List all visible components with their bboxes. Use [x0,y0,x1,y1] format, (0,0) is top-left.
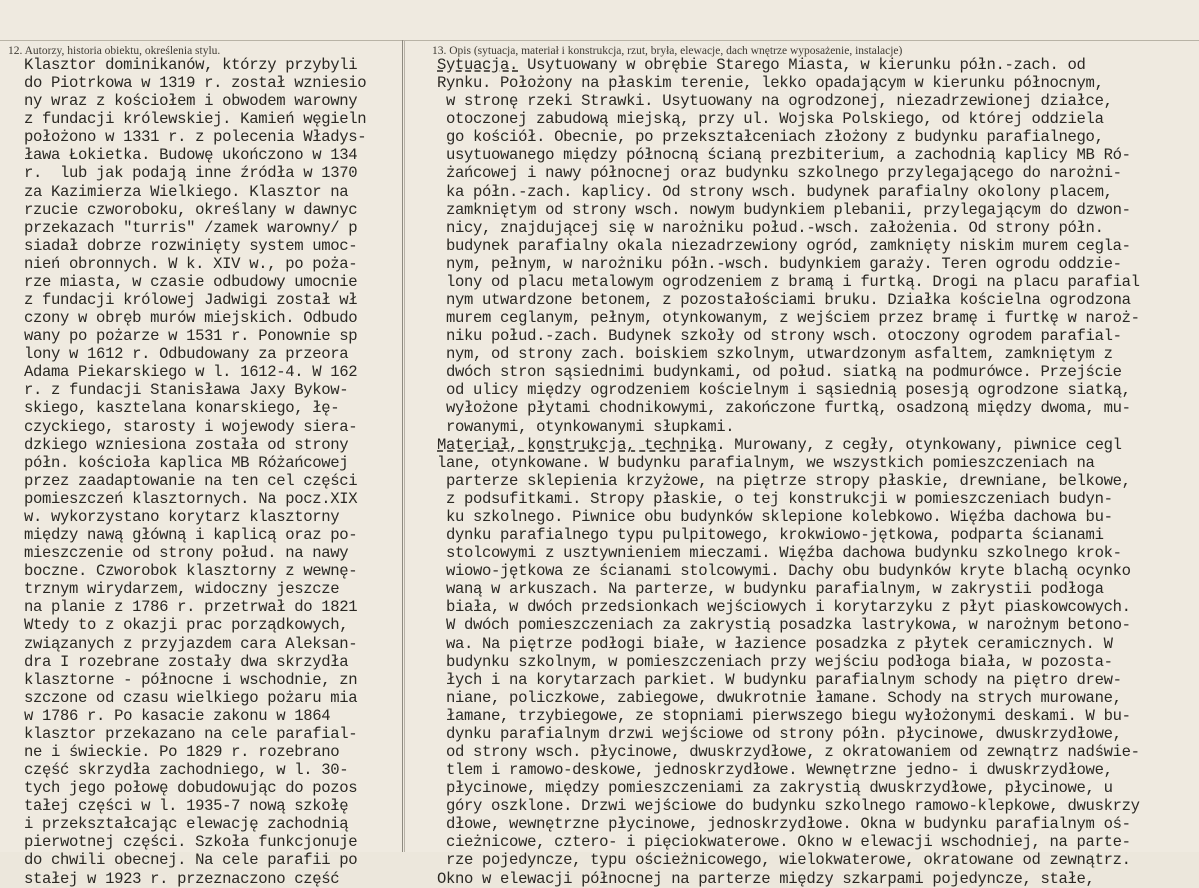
line-text: zamkniętym od strony wsch. nowym budynkiem plebanii, przylegającym do dzwon- [437,200,1131,219]
text-line [437,418,1197,436]
text-line [437,743,1197,761]
line-text: ka półn.-zach. kaplicy. Od strony wsch. budynek parafialny okolony placem, [437,182,1113,201]
text-line [437,653,1197,671]
description-text-column [437,56,1197,888]
line-text: od ulicy między ogrodzeniem kościelnym i sąsiednią posesją ogrodzone siatką, [437,381,1131,400]
text-line: czony w obręb murów miejskich. Odbudo [24,309,358,328]
text-line [437,237,1197,255]
text-line: i przekształcając elewację zachodnią [24,815,349,834]
text-line [437,201,1197,219]
text-line [437,562,1197,580]
text-line [437,273,1197,291]
text-line [437,381,1197,399]
line-text: waną w arkuszach. Na parterze, w budynku parafialnym, w zakrystii podłoga [437,580,1104,599]
text-line: nień obronnych. W k. XIV w., po poża- [24,254,358,273]
line-text: płycinowe, między pomieszczeniami za zakrystią dwuskrzydłowe, płycinowe, u [437,779,1113,798]
line-text: nym, pełnym, w narożniku półn.-wsch. budynkiem garaży. Teren ogrodu oddzie- [437,254,1122,273]
line-text: go kościół. Obecnie, po przekształceniach złożony z budynku parafialnego, [437,128,1104,147]
line-text: Okno w elewacji północnej na parterze między szkarpami pojedyncze, stałe, [437,869,1095,888]
line-text: góry oszklone. Drzwi wejściowe do budynku szkolnego ramowo-klepkowe, dwuskrzy [437,797,1140,816]
text-line: półn. kościoła kaplica MB Różańcowej [24,453,349,472]
line-text: niku połud.-zach. Budynek szkoły od strony wsch. otoczony ogrodem parafial- [437,327,1122,346]
text-line [437,725,1197,743]
text-line: mieszczenie od strony połud. na nawy [24,544,349,563]
text-line [437,526,1197,544]
text-line: klasztor przekazano na cele parafial- [24,724,358,743]
history-text-column [24,56,402,888]
text-line: Adama Piekarskiego w l. 1612-4. W 162 [24,363,358,382]
line-text: wyłożone płytami chodnikowymi, zakończone furtką, osadzoną między dwoma, mu- [437,399,1131,418]
text-line [437,490,1197,508]
line-text: . Murowany, z cegły, otynkowany, piwnice cegl [716,435,1122,454]
text-line [437,146,1197,164]
text-line: r. lub jak podają inne źródła w 1370 [24,164,358,183]
text-line [437,56,1197,74]
text-line [437,164,1197,182]
text-line [437,689,1197,707]
text-line: przekazach "turris" /zamek warowny/ p [24,218,358,237]
text-line: lony w 1612 r. Odbudowany za przeora [24,345,349,364]
text-line: ne i świeckie. Po 1829 r. rozebrano [24,742,340,761]
text-line: związanych z przyjazdem cara Aleksan- [24,634,358,653]
text-line [437,110,1197,128]
text-line: boczne. Czworobok klasztorny z wewnę- [24,562,358,581]
text-line [437,128,1197,146]
line-text: tlem i ramowo-deskowe, jednoskrzydłowe. Wewnętrzne jedno- i dwuskrzydłowe, [437,761,1113,780]
line-text: w stronę rzeki Strawki. Usytuowany na ogrodzonej, niezadrzewionej działce, [437,92,1113,111]
line-text: Usytuowany w obrębie Starego Miasta, w kierunku półn.-zach. od [518,56,1086,74]
text-line: Wtedy to z okazji prac porządkowych, [24,616,349,635]
text-line: do chwili obecnej. Na cele parafii po [24,851,358,870]
text-line: z fundacji królewskiej. Kamień węgieln [24,110,367,129]
section-12-header: 12. Autorzy, historia obiektu, określenia stylu. [8,45,221,57]
text-line: stałej w 1923 r. przeznaczono część [24,869,340,888]
text-line [437,399,1197,417]
line-text: usytuowanego między północną ścianą prezbiterium, a zachodnią kaplicy MB Ró- [437,146,1131,165]
text-line [437,363,1197,381]
line-text: murem ceglanym, pełnym, otynkowanym, z wejściem przez bramę i furtkę w naroż- [437,309,1140,328]
line-text: dwóch stron sąsiednimi budynkami, od połud. siatką na podmurówce. Przejście [437,363,1122,382]
line-text: nym utwardzone betonem, z pozostałościami bruku. Działka kościelna ogrodzona [437,291,1131,310]
text-line: między nawą główną i kaplicą oraz po- [24,526,358,545]
text-line: wany po pożarze w 1531 r. Ponownie sp [24,327,358,346]
text-line: na planie z 1786 r. przetrwał do 1821 [24,598,358,617]
text-line: Klasztor dominikanów, którzy przybyli [24,56,358,74]
text-line: tych jego połowę dobudowując do pozos [24,779,358,798]
line-text: łych i na korytarzach parkiet. W budynku parafialnym schody na piętro drew- [437,670,1122,689]
text-line: położono w 1331 r. z polecenia Władys- [24,128,367,147]
text-line [437,616,1197,634]
text-line: za Kazimierza Wielkiego. Klasztor na [24,182,349,201]
text-line [437,833,1197,851]
line-text: otoczonej zabudową miejską, przy ul. Wojska Polskiego, od której oddziela [437,110,1104,129]
line-text: biała, w dwóch przedsionkach wejściowych i korytarzyku z płyt piaskowcowych. [437,598,1131,617]
line-text: rze pojedyncze, typu ościeżnicowego, wielokwaterowe, okratowane od zewnątrz. [437,851,1131,870]
text-line: część skrzydła zachodniego, w l. 30- [24,761,349,780]
text-line [437,580,1197,598]
text-line [437,345,1197,363]
section-lead: Materiał, konstrukcja, technika [437,435,717,454]
text-line: rzucie czworoboku, określany w dawnyc [24,200,358,219]
text-line: w. wykorzystano korytarz klasztorny [24,507,340,526]
line-text: wiowo-jętkowa ze ścianami stolcowymi. Dachy obu budynków kryte blachą ocynko [437,562,1131,581]
section-lead: Sytuacja. [437,56,519,74]
text-line [437,508,1197,526]
line-text: łamane, trzybiegowe, ze stopniami pierwszego biegu wyłożonymi deskami. W bu- [437,706,1131,725]
line-text: ku szkolnego. Piwnice obu budynków sklepione kolebkowo. Więźba dachowa bu- [437,507,1113,526]
text-line [437,779,1197,797]
text-line [437,870,1197,888]
text-line [437,598,1197,616]
line-text: lony od placu metalowym ogrodzeniem z bramą i furtką. Drogi na placu parafial [437,272,1140,291]
text-line [437,309,1197,327]
text-line: rze miasta, w czasie odbudowy umocnie [24,272,358,291]
text-line: r. z fundacji Stanisława Jaxy Bykow- [24,381,349,400]
text-line [437,544,1197,562]
line-text: z podsufitkami. Stropy płaskie, o tej konstrukcji w pomieszczeniach budyn- [437,489,1113,508]
line-text: wa. Na piętrze podłogi białe, w łazience posadzka z płytek ceramicznych. W [437,634,1113,653]
line-text: lane, otynkowane. W budynku parafialnym, we wszystkich pomieszczeniach na [437,453,1095,472]
text-line [437,454,1197,472]
line-text: rowanymi, otynkowanymi słupkami. [437,417,735,436]
section-13-header: 13. Opis (sytuacja, materiał i konstrukcja, rzut, bryła, elewacje, dach wnętrze wyposażenie, instalacje) [432,45,903,57]
line-text: parterze sklepienia krzyżowe, na piętrze stropy płaskie, drewniane, belkowe, [437,471,1131,490]
line-text: stolcowymi z usztywnieniem mieczami. Więźba dachowa budynku szkolnego krok- [437,544,1122,563]
text-line [437,635,1197,653]
text-line [437,255,1197,273]
text-line: do Piotrkowa w 1319 r. został wzniesio [24,74,367,93]
text-line [437,815,1197,833]
text-line [437,219,1197,237]
text-line: w 1786 r. Po kasacie zakonu w 1864 [24,706,331,725]
text-line: skiego, kasztelana konarskiego, łę- [24,399,340,418]
column-divider [402,40,403,852]
line-text: dłowe, wewnętrzne płycinowe, jednoskrzydłowe. Okna w budynku parafialnym oś- [437,815,1131,834]
text-line: trznym wirydarzem, widoczny jeszcze [24,580,340,599]
text-line [437,671,1197,689]
line-text: Rynku. Położony na płaskim terenie, lekko opadającym w kierunku północnym, [437,74,1104,93]
line-text: dynku parafialnego typu pulpitowego, krokwiowo-jętkowa, podparta ścianami [437,526,1104,545]
line-text: W dwóch pomieszczeniach za zakrystią posadzka lastrykowa, w narożnym betono- [437,616,1131,635]
header-rule [0,40,1199,41]
text-line: dzkiego wzniesiona została od strony [24,435,349,454]
text-line [437,761,1197,779]
text-line: pomieszczeń klasztornych. Na pocz.XIX [24,489,358,508]
line-text: cieżnicowe, cztero- i pięciokwaterowe. Okno w elewacji wschodniej, na parte- [437,833,1131,852]
text-line: przez zaadaptowanie na ten cel części [24,471,358,490]
line-text: nicy, znajdującej się w narożniku połud.-wsch. założenia. Od strony półn. [437,218,1104,237]
text-line [437,707,1197,725]
text-line [437,472,1197,490]
line-text: niane, policzkowe, zabiegowe, dwukrotnie łamane. Schody na strych murowane, [437,688,1122,707]
line-text: budynek parafialny okala niezadrzewiony ogród, zamknięty niskim murem cegla- [437,236,1131,255]
text-line [437,74,1197,92]
line-text: budynku szkolnym, w pomieszczeniach przy wejściu podłoga biała, w pozosta- [437,652,1113,671]
text-line: klasztorne - północne i wschodnie, zn [24,670,358,689]
text-line [437,183,1197,201]
text-line: ława Łokietka. Budowę ukończono w 134 [24,146,358,165]
text-line: ny wraz z kościołem i obwodem warowny [24,92,358,111]
text-line: dra I rozebrane zostały dwa skrzydła [24,652,349,671]
text-line: szczone od czasu wielkiego pożaru mia [24,688,358,707]
text-line: tałej części w l. 1935-7 nową szkołę [24,797,349,816]
line-text: od strony wsch. płycinowe, dwuskrzydłowe, z okratowaniem od zewnątrz nadświe- [437,742,1140,761]
text-line: czyckiego, starosty i wojewody siera- [24,417,358,436]
text-line [437,851,1197,869]
text-line [437,327,1197,345]
text-line [437,92,1197,110]
text-line [437,797,1197,815]
text-line: pierwotnej części. Szkoła funkcjonuje [24,833,358,852]
text-line [437,291,1197,309]
line-text: dynku parafialnym drzwi wejściowe od strony półn. płycinowe, dwuskrzydłowe, [437,724,1122,743]
text-line: z fundacji królowej Jadwigi został wł [24,291,358,310]
text-line [437,436,1197,454]
line-text: nym, od strony zach. boiskiem szkolnym, utwardzonym asfaltem, zamkniętym z [437,345,1113,364]
line-text: żańcowej i nawy północnej oraz budynku szkolnego przylegającego do narożni- [437,164,1122,183]
column-divider-inner [404,40,405,852]
text-line: siadał dobrze rozwinięty system umoc- [24,236,358,255]
